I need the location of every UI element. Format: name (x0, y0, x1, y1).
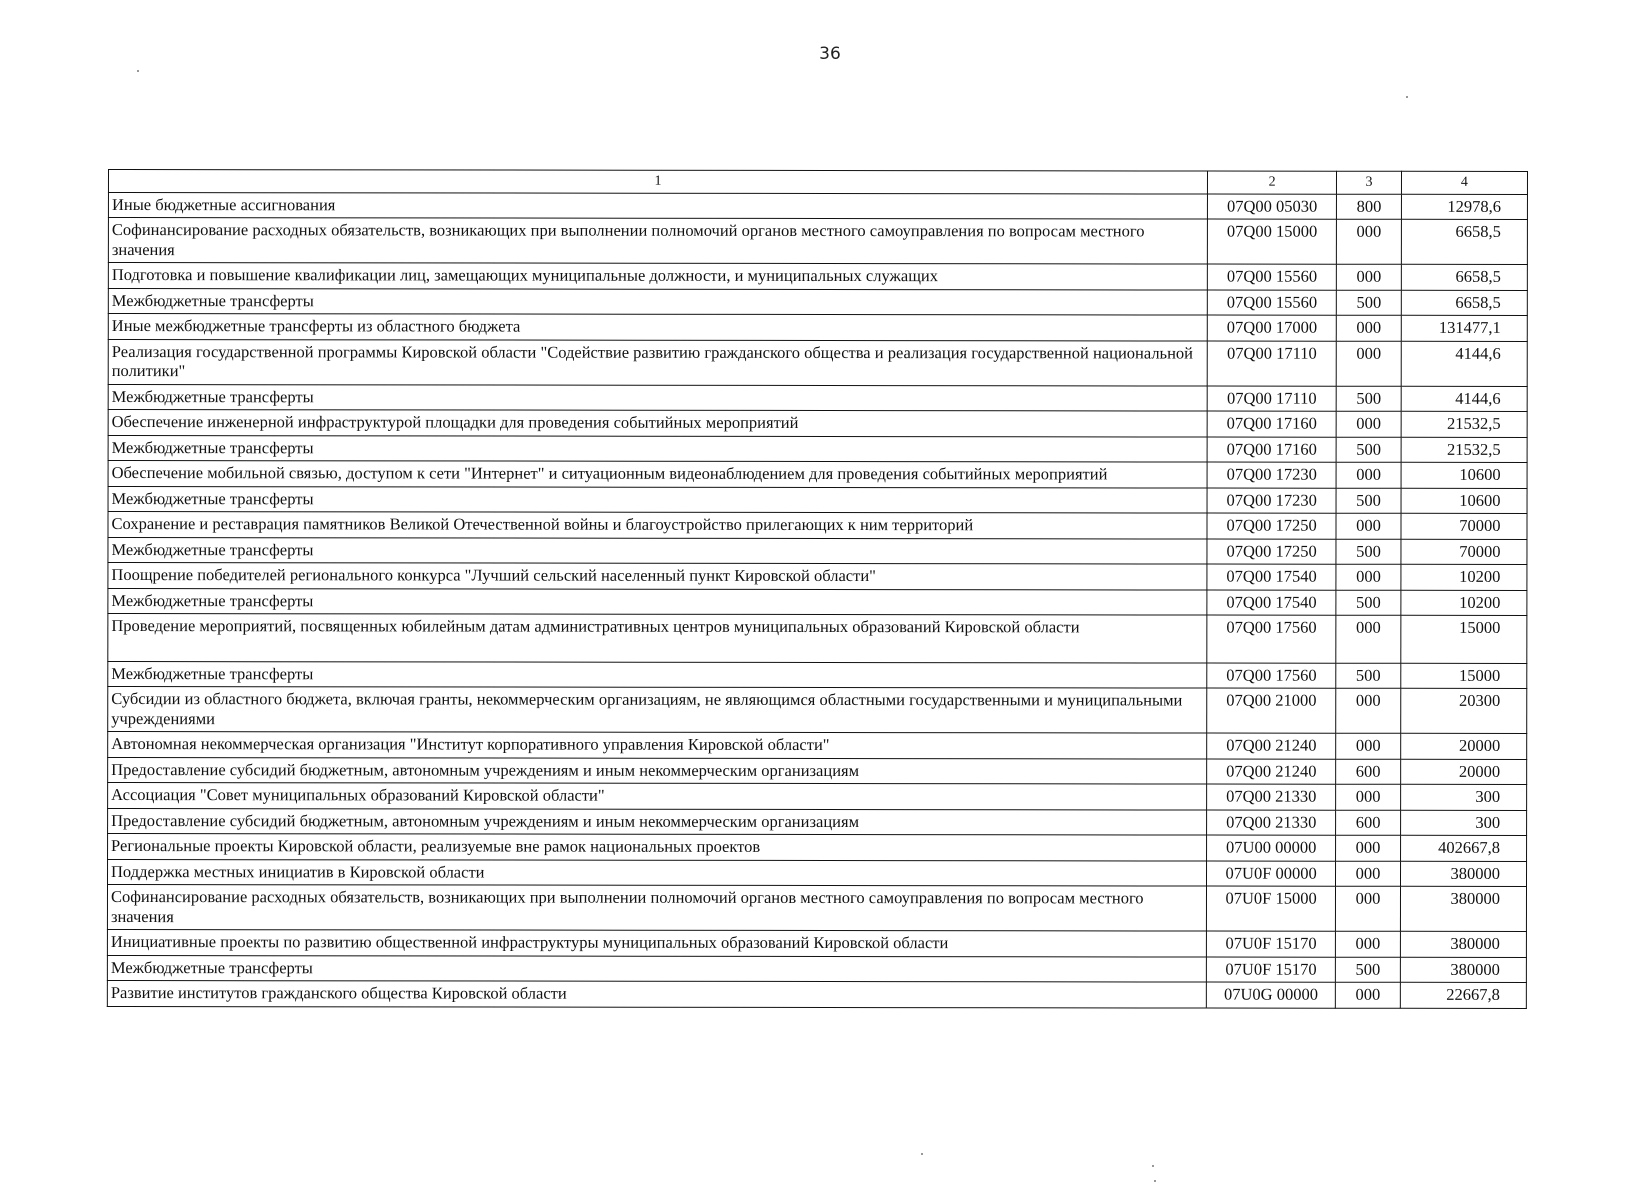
table-row (108, 808, 1527, 835)
row-code: 07Q00 17000 (1207, 315, 1336, 341)
row-code: 07U0F 15170 (1206, 957, 1335, 983)
row-name: Обеспечение инженерной инфраструктурой площадки для проведения событийных мероприятий (108, 410, 1207, 437)
table-header-row (108, 170, 1527, 195)
table-row (107, 885, 1526, 932)
row-type: 500 (1336, 957, 1401, 983)
row-type: 500 (1336, 386, 1401, 412)
row-name: Сохранение и реставрация памятников Великой Отечественной войны и благоустройство прилегающих к ним территорий (108, 512, 1207, 539)
row-code: 07Q00 17230 (1207, 462, 1336, 488)
row-amount: 131477,1 (1401, 316, 1527, 342)
table-row (108, 486, 1527, 513)
column-header-type: 3 (1337, 171, 1402, 194)
table-row (108, 757, 1527, 784)
row-code: 07Q00 17110 (1207, 386, 1336, 412)
row-code: 07Q00 17110 (1207, 341, 1336, 386)
row-name: Межбюджетные трансферты (108, 288, 1207, 315)
row-type: 000 (1336, 861, 1401, 887)
row-code: 07Q00 17540 (1207, 564, 1336, 590)
table-row (108, 263, 1527, 290)
row-type: 500 (1336, 663, 1401, 689)
row-type: 000 (1336, 835, 1401, 861)
row-code: 07Q00 17540 (1207, 590, 1336, 616)
row-amount: 10600 (1401, 462, 1527, 488)
table-row (108, 783, 1527, 810)
row-type: 000 (1337, 220, 1402, 265)
row-type: 000 (1337, 265, 1402, 291)
row-name: Развитие институтов гражданского общества Кировской области (107, 981, 1206, 1008)
row-name: Межбюджетные трансферты (108, 384, 1207, 411)
row-type: 000 (1336, 785, 1401, 811)
table-row (108, 588, 1527, 615)
scan-speck (1406, 96, 1408, 98)
row-type: 000 (1336, 886, 1401, 931)
row-code: 07U00 00000 (1207, 835, 1336, 861)
row-type: 500 (1336, 488, 1401, 514)
row-code: 07Q00 21330 (1207, 810, 1336, 836)
row-amount: 380000 (1400, 957, 1526, 983)
row-amount: 6658,5 (1401, 220, 1527, 265)
column-header-amount: 4 (1401, 171, 1527, 194)
row-name: Межбюджетные трансферты (108, 661, 1207, 688)
row-amount: 21532,5 (1401, 437, 1527, 463)
table-row (108, 537, 1527, 564)
row-amount: 380000 (1400, 861, 1526, 887)
table-row (107, 955, 1526, 982)
table-row (108, 563, 1527, 590)
row-amount: 70000 (1401, 539, 1527, 565)
table-row (108, 834, 1527, 861)
table-row (108, 314, 1527, 341)
table-row (108, 435, 1527, 462)
row-name: Ассоциация "Совет муниципальных образований Кировской области" (108, 783, 1207, 810)
row-code: 07Q00 15000 (1207, 220, 1336, 265)
row-amount: 402667,8 (1400, 836, 1526, 862)
row-type: 000 (1336, 689, 1401, 734)
row-name: Иные бюджетные ассигнования (108, 193, 1207, 220)
row-amount: 15000 (1401, 615, 1527, 663)
row-name: Софинансирование расходных обязательств, возникающих при выполнении полномочий органов местного самоуправления по вопросам местного значения (108, 218, 1207, 264)
row-name: Реализация государственной программы Кировской области "Содействие развитию гражданского общества и реализация государственной национальной политики" (108, 339, 1207, 385)
table-row (108, 687, 1527, 734)
row-name: Поощрение победителей регионального конкурса "Лучший сельский населенный пункт Кировской области" (108, 563, 1207, 590)
table-row (107, 981, 1526, 1008)
row-type: 800 (1337, 194, 1402, 220)
row-code: 07Q00 21000 (1207, 688, 1336, 733)
row-code: 07U0F 15000 (1206, 886, 1335, 931)
budget-table (107, 169, 1528, 1009)
table-row (108, 859, 1527, 886)
row-type: 000 (1336, 462, 1401, 488)
row-name: Обеспечение мобильной связью, доступом к сети "Интернет" и ситуационным видеонаблюдением для проведения событийных мероприятий (108, 461, 1207, 488)
row-type: 500 (1336, 590, 1401, 616)
row-type: 600 (1336, 759, 1401, 785)
row-amount: 380000 (1400, 931, 1526, 957)
row-name: Софинансирование расходных обязательств, возникающих при выполнении полномочий органов местного самоуправления по вопросам местного значения (107, 885, 1206, 931)
row-type: 000 (1336, 734, 1401, 760)
row-type: 500 (1336, 437, 1401, 463)
row-name: Субсидии из областного бюджета, включая гранты, некоммерческим организациям, не являющимся областными государственными и муниципальными учреждениями (108, 687, 1207, 733)
row-type: 600 (1336, 810, 1401, 836)
table-row (108, 732, 1527, 759)
row-type: 000 (1336, 411, 1401, 437)
row-name: Подготовка и повышение квалификации лиц, замещающих муниципальные должности, и муниципальных служащих (108, 263, 1207, 290)
row-code: 07Q00 17250 (1207, 539, 1336, 565)
table-row (108, 384, 1527, 411)
row-amount: 10200 (1401, 590, 1527, 616)
row-amount: 15000 (1401, 663, 1527, 689)
row-code: 07Q00 21240 (1207, 759, 1336, 785)
row-code: 07Q00 21240 (1207, 733, 1336, 759)
row-code: 07Q00 17560 (1207, 663, 1336, 689)
table-row (107, 930, 1526, 957)
scan-speck (1154, 1180, 1156, 1182)
row-code: 07Q00 17160 (1207, 437, 1336, 463)
row-code: 07Q00 15560 (1207, 264, 1336, 290)
row-name: Проведение мероприятий, посвященных юбилейным датам административных центров муниципальных образований Кировской области (108, 613, 1207, 663)
table-row (108, 339, 1527, 386)
row-amount: 10200 (1401, 564, 1527, 590)
row-amount: 10600 (1401, 488, 1527, 514)
row-name: Межбюджетные трансферты (108, 537, 1207, 564)
row-amount: 20000 (1400, 759, 1526, 785)
row-type: 000 (1336, 316, 1401, 342)
row-amount: 70000 (1401, 513, 1527, 539)
row-type: 000 (1336, 341, 1401, 386)
row-amount: 20300 (1401, 689, 1527, 734)
row-code: 07U0F 00000 (1207, 861, 1336, 887)
row-amount: 300 (1400, 810, 1526, 836)
table-row (108, 218, 1527, 265)
row-amount: 300 (1400, 785, 1526, 811)
row-name: Предоставление субсидий бюджетным, автономным учреждениям и иным некоммерческим организациям (108, 808, 1207, 835)
table-row (108, 410, 1527, 437)
row-amount: 21532,5 (1401, 412, 1527, 438)
row-type: 000 (1336, 931, 1401, 957)
table-row (108, 512, 1527, 539)
row-code: 07Q00 17160 (1207, 411, 1336, 437)
row-name: Предоставление субсидий бюджетным, автономным учреждениям и иным некоммерческим организациям (108, 757, 1207, 784)
row-name: Автономная некоммерческая организация "Институт корпоративного управления Кировской области" (108, 732, 1207, 759)
row-code: 07Q00 17250 (1207, 513, 1336, 539)
row-type: 500 (1336, 539, 1401, 565)
row-code: 07Q00 17230 (1207, 488, 1336, 514)
scan-speck (137, 70, 139, 72)
row-code: 07Q00 17560 (1207, 615, 1336, 663)
row-code: 07Q00 21330 (1207, 784, 1336, 810)
row-type: 000 (1336, 564, 1401, 590)
table-row (108, 661, 1527, 688)
column-header-name: 1 (108, 170, 1207, 195)
row-name: Межбюджетные трансферты (108, 486, 1207, 513)
row-name: Иные межбюджетные трансферты из областного бюджета (108, 314, 1207, 341)
page-number: 36 (819, 44, 841, 64)
scan-speck (1152, 1165, 1154, 1167)
row-amount: 20000 (1400, 734, 1526, 760)
row-amount: 6658,5 (1401, 290, 1527, 316)
row-amount: 4144,6 (1401, 341, 1527, 386)
row-name: Поддержка местных инициатив в Кировской области (108, 859, 1207, 886)
table-row (108, 288, 1527, 315)
row-type: 500 (1337, 290, 1402, 316)
row-type: 000 (1336, 513, 1401, 539)
scan-speck (921, 1153, 923, 1155)
column-header-code: 2 (1208, 171, 1337, 194)
row-name: Межбюджетные трансферты (108, 435, 1207, 462)
row-amount: 22667,8 (1400, 982, 1526, 1008)
table-row (108, 613, 1527, 663)
row-name: Региональные проекты Кировской области, реализуемые вне рамок национальных проектов (108, 834, 1207, 861)
row-type: 000 (1336, 982, 1401, 1008)
row-name: Инициативные проекты по развитию общественной инфраструктуры муниципальных образований Кировской области (107, 930, 1206, 957)
table-row (108, 461, 1527, 488)
row-type: 000 (1336, 615, 1401, 663)
row-amount: 6658,5 (1401, 265, 1527, 291)
row-code: 07Q00 05030 (1207, 194, 1336, 220)
row-name: Межбюджетные трансферты (108, 588, 1207, 615)
row-name: Межбюджетные трансферты (107, 955, 1206, 982)
row-code: 07U0G 00000 (1206, 982, 1335, 1008)
row-amount: 4144,6 (1401, 386, 1527, 412)
table-row (108, 193, 1527, 220)
row-code: 07Q00 15560 (1207, 290, 1336, 316)
row-amount: 12978,6 (1401, 194, 1527, 220)
row-amount: 380000 (1400, 886, 1526, 931)
row-code: 07U0F 15170 (1206, 931, 1335, 957)
